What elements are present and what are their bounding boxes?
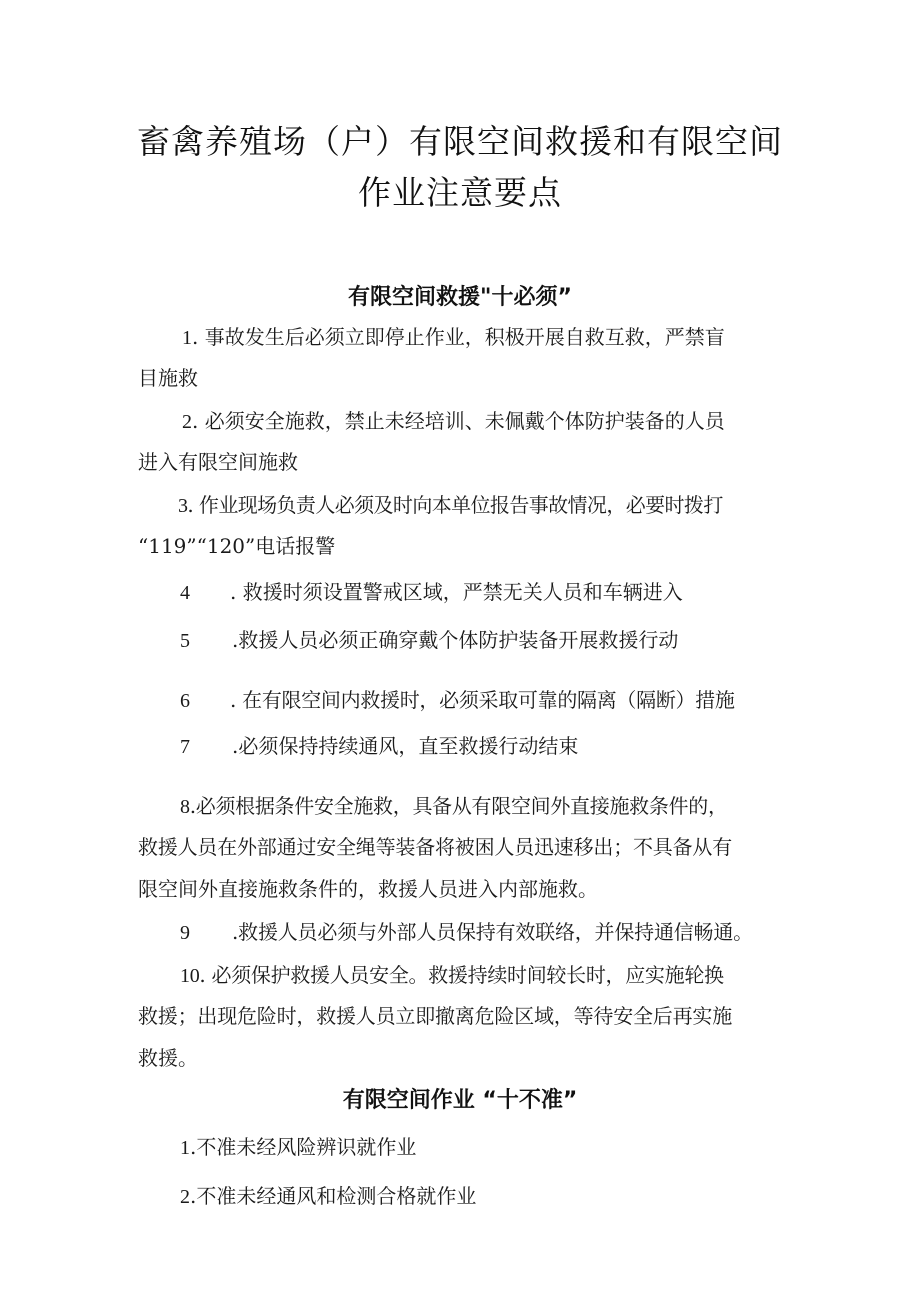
document-title-line-2: 作业注意要点 [358,173,562,212]
rescue-item-10-line-1 [180,959,724,988]
work-item-2-line-1 [180,1180,476,1209]
rescue-item-3-line-1 [178,489,723,518]
rescue-item-1-line-1 [182,321,725,350]
rescue-item-9-line-1 [180,916,753,945]
document-title-line-1: 畜禽养殖场（户）有限空间救援和有限空间 [137,122,783,161]
rescue-item-10-number: 10 [180,965,200,987]
rescue-item-10-line-2: 救援；出现危险时，救援人员立即撤离危险区域，等待安全后再实施 [138,1004,732,1028]
rescue-item-5-line-1 [180,624,678,653]
rescue-item-8-text: .必须根据条件安全施救，具备从有限空间外直接施救条件的， [189,794,728,818]
rescue-item-6-number: 6 [180,690,190,712]
rescue-item-6-text: . 在有限空间内救援时，必须采取可靠的隔离（隔断）措施 [230,688,735,712]
rescue-item-2-line-2: 进入有限空间施救 [138,450,298,474]
rescue-item-4-line-1 [180,576,683,605]
rescue-item-9-text: .救援人员必须与外部人员保持有效联络，并保持通信畅通。 [232,920,753,944]
rescue-item-9-number: 9 [180,922,190,944]
rescue-item-3-line-2: “119”“120”电话报警 [138,534,336,558]
rescue-item-8-line-3: 限空间外直接施救条件的，救援人员进入内部施救。 [138,877,598,901]
rescue-item-4-number: 4 [180,582,190,604]
rescue-item-8-number: 8 [180,796,190,818]
rescue-item-7-line-1 [180,730,578,759]
rescue-item-7-number: 7 [180,736,190,758]
rescue-item-7-text: .必须保持持续通风，直至救援行动结束 [232,734,579,758]
work-item-2-text: .不准未经通风和检测合格就作业 [190,1184,477,1208]
work-item-1-number: 1 [180,1137,190,1159]
rescue-item-1-line-2: 目施救 [138,366,198,390]
work-item-2-number: 2 [180,1186,190,1208]
rescue-item-2-text: . 必须安全施救，禁止未经培训、未佩戴个体防护装备的人员 [192,409,725,433]
rescue-item-8-line-1 [180,790,728,819]
rescue-item-2-number: 2 [182,411,192,433]
rescue-item-6-line-1 [180,684,735,713]
rescue-item-1-number: 1 [182,327,192,349]
rescue-item-10-line-3: 救援。 [138,1046,198,1070]
rescue-item-5-number: 5 [180,630,190,652]
work-item-1-line-1 [180,1131,416,1160]
section-heading-rescue: 有限空间救援"十必须” [348,285,572,310]
rescue-item-4-text: . 救援时须设置警戒区域，严禁无关人员和车辆进入 [230,580,683,604]
section-heading-work: 有限空间作业 “十不准” [342,1088,578,1113]
rescue-item-8-line-2: 救援人员在外部通过安全绳等装备将被困人员迅速移出；不具备从有 [138,835,732,859]
rescue-item-2-line-1 [182,405,725,434]
rescue-item-1-text: . 事故发生后必须立即停止作业，积极开展自救互救，严禁盲 [192,325,725,349]
rescue-item-3-number: 3 [178,495,188,517]
rescue-item-3-text: . 作业现场负责人必须及时向本单位报告事故情况，必要时拨打 [187,493,723,517]
rescue-item-5-text: .救援人员必须正确穿戴个体防护装备开展救援行动 [232,628,679,652]
work-item-1-text: .不准未经风险辨识就作业 [190,1135,417,1159]
rescue-item-10-text: . 必须保护救援人员安全。救援持续时间较长时，应实施轮换 [199,963,724,987]
